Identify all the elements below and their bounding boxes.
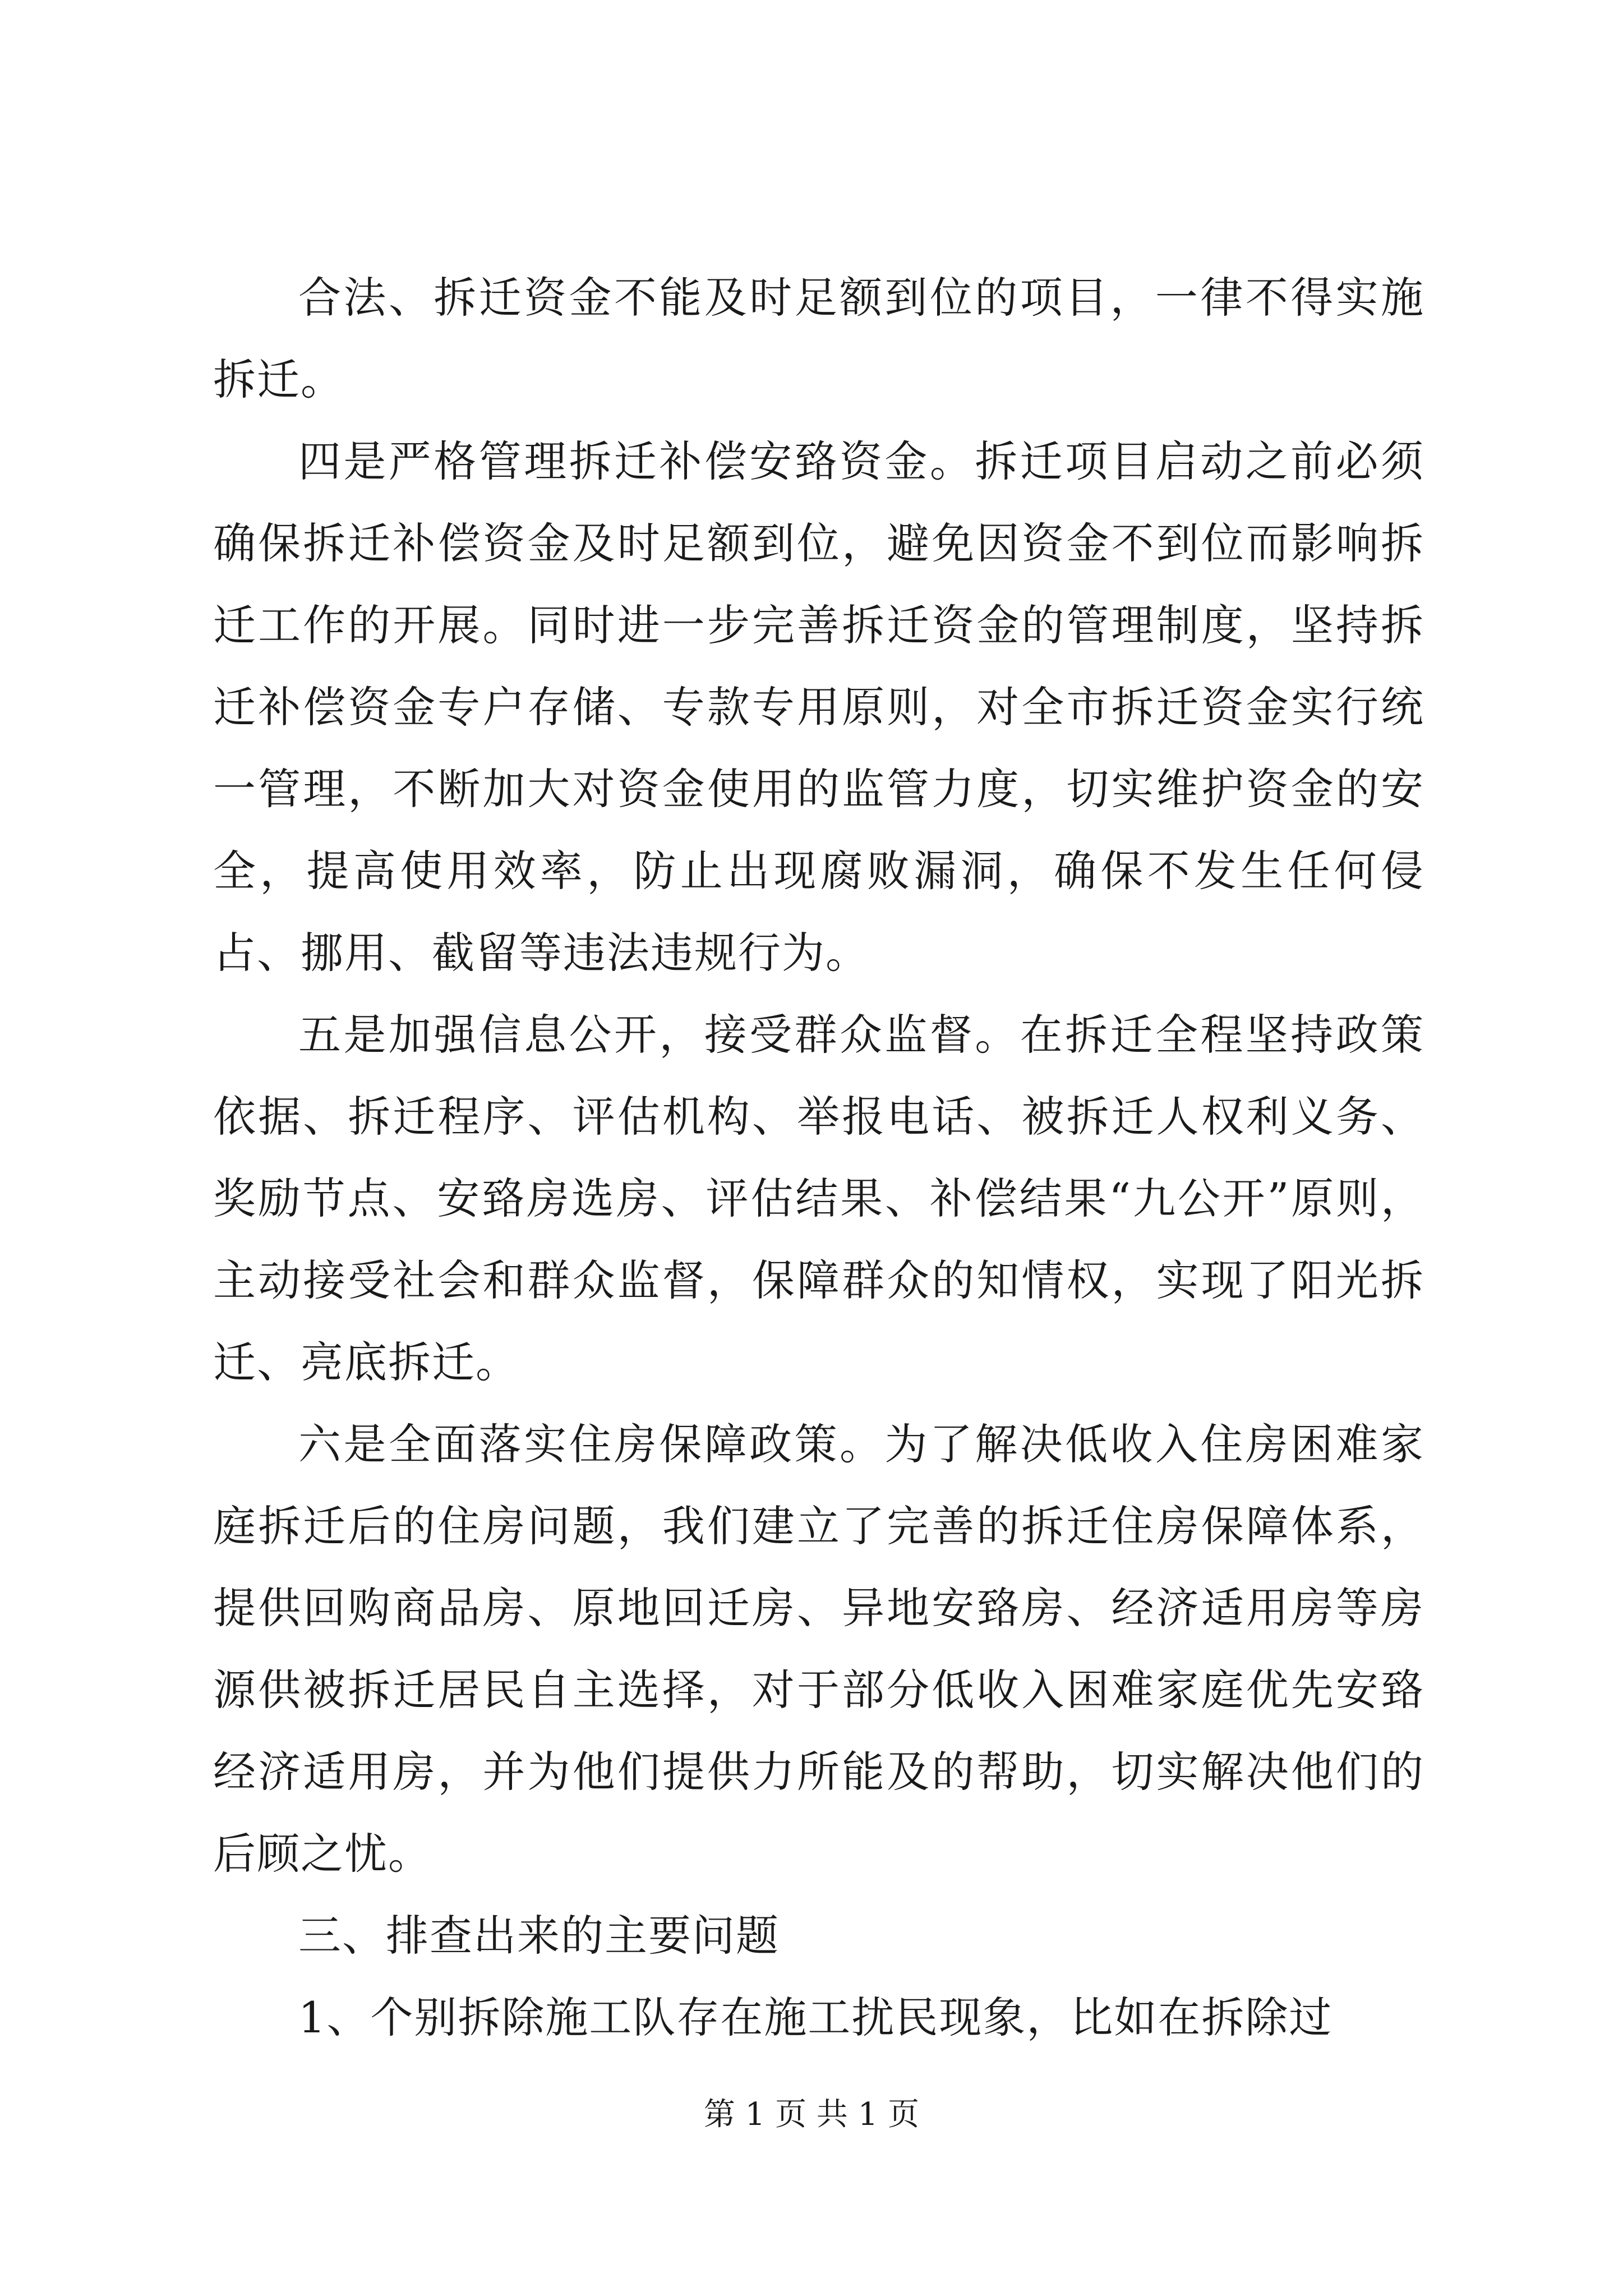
page-footer: 第 1 页 共 1 页: [703, 2096, 920, 2133]
paragraph-4: 六是全面落实住房保障政策。为了解决低收入住房困难家庭拆迁后的住房问题，我们建立了完善的拆迁住房保障体系，提供回购商品房、原地回迁房、异地安臵房、经济适用房等房源供被拆迁居民自主选择，对于部分低收入困难家庭优先安臵经济适用房，并为他们提供力所能及的帮助，切实解决他们的后顾之忧。: [213, 1419, 1424, 1879]
section-heading: 三、排查出来的主要问题: [298, 1911, 780, 1961]
paragraph-2: 四是严格管理拆迁补偿安臵资金。拆迁项目启动之前必须确保拆迁补偿资金及时足额到位，避免因资金不到位而影响拆迁工作的开展。同时进一步完善拆迁资金的管理制度，坚持拆迁补偿资金专户存储、专款专用原则，对全市拆迁资金实行统一管理，不断加大对资金使用的监管力度，切实维护资金的安全，提高使用效率，防止出现腐败漏洞，确保不发生任何侵占、挪用、截留等违法违规行为。: [213, 436, 1424, 978]
paragraph-1: 合法、拆迁资金不能及时足额到位的项目，一律不得实施拆迁。: [213, 273, 1424, 404]
paragraph-3: 五是加强信息公开，接受群众监督。在拆迁全程坚持政策依据、拆迁程序、评估机构、举报电话、被拆迁人权利义务、奖励节点、安臵房选房、评估结果、补偿结果“九公开”原则，主动接受社会和群众监督，保障群众的知情权，实现了阳光拆迁、亮底拆迁。: [213, 1010, 1424, 1387]
paragraph-6: 1、个别拆除施工队存在施工扰民现象，比如在拆除过: [298, 1993, 1333, 2042]
document-body: [213, 257, 1424, 2059]
